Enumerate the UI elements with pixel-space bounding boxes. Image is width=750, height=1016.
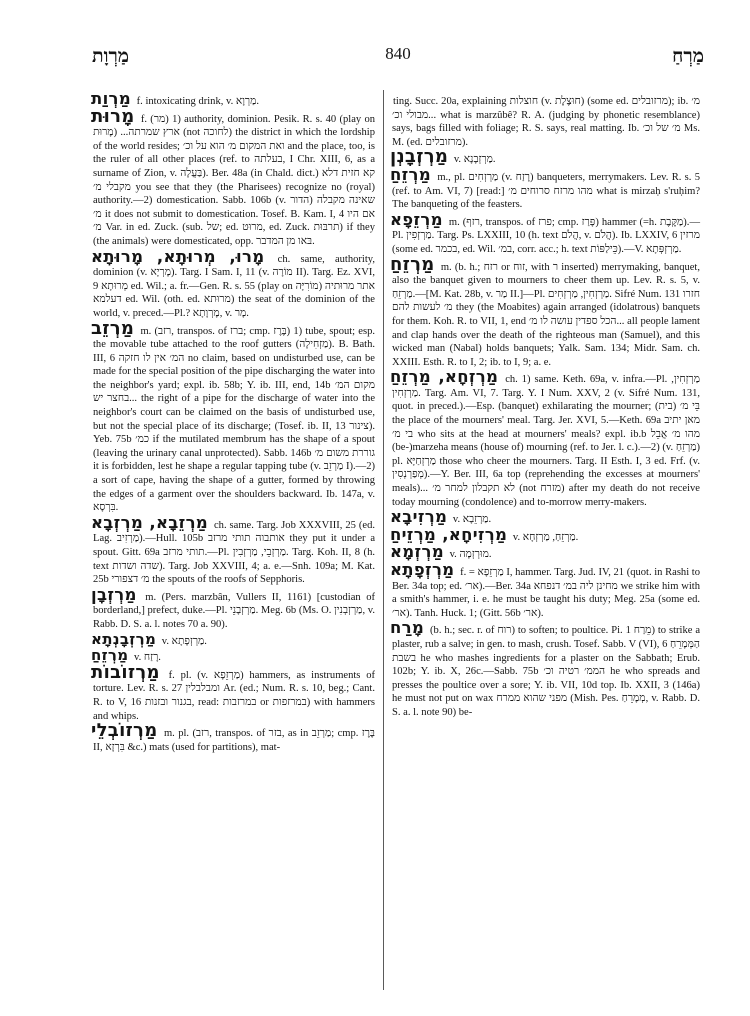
entry-text: v. מַרְזֵבָא. <box>452 514 492 526</box>
entry-text: v. מַרְזְבָנָא. <box>453 154 496 166</box>
page-header <box>92 44 704 70</box>
entry-text: f. intoxicating drink, v. מַרְוָא. <box>136 96 259 107</box>
left-column <box>91 89 376 1008</box>
entry-text: ting. Succ. 20a, explaining חוצלות (v. חוּצֶלֶת) (some ed. מרזובלים); ib. מ׳ מבולי וכ׳... what is marzûbê? R. A. (judging by phonetic resemblance) says, bags filled with foliage; R. S. says, real matting. Ib. מ׳ של וכ׳ Ms. M. (ed. מרזובלים). <box>392 96 701 148</box>
entry-text: (b. h.; sec. r. of רוח) to soften; to poultice. Pi. מֵרַח 1) to strike a plaster, rub a salve; in gen. to mash, crush. Tosef. Sabb. V (VI), 6 הַמְּמָרֵחַ בשבת he who mashes ingredients for a plaster on the Sabbath; Erub. 102b; Y. ib. X, 26c.—Sabb. 75b הממ׳ רטיה וכ׳ he who spreads and presses the poultice over a sore; Y. ib. VII, 10d top. Ib. XXII, 3 (146a) he must not put on wax מפני שהוא ממרח (Mish. Pes. מְמָרֵחַ, v. Rabb. D. S. a. l. note 90) be- <box>392 625 701 718</box>
page-number: 840 <box>385 44 411 63</box>
header-right-word: מַרְחַ <box>672 46 704 67</box>
dictionary-entry <box>91 629 375 649</box>
dictionary-entry <box>390 560 700 620</box>
entry-text: m., pl. מַרְזְחִים (v. רָזַח) banqueters, merrymakers. Lev. R. s. 5 (ref. to Am. VI, 7) [read:] מהו מרזח סרוחים מ׳ what is mirzaḥ s'ruḥim? The banqueting of the feasters. <box>392 171 701 211</box>
entry-headword: מַרְזְפָתָא <box>390 560 455 579</box>
dictionary-entry <box>390 253 700 370</box>
dictionary-entry <box>390 164 701 212</box>
entry-headword: מַרְזְחָא, מַרְזֵחַ <box>390 367 499 387</box>
dictionary-entry <box>390 146 700 168</box>
entry-text: m. (רזב, transpos. of ברז; cmp. בֶּרֶז) 1) tube, spout; esp. the movable tube attached to the roof gutters (מַזְחִילָה). B. Bath. III, 6 המ׳ אין לו חזקה no claim, based on undisturbed use, can be made for the special position of the pipe discharging the water into the neighbor's yard; expl. ib. 58b; Y. ib. III, end, 14b מקום המ׳ בחצר יש... the right of a pipe for the discharge of water into the neighbor's court can be claimed on the basis of undisturbed use, but not the special place of its discharge; (Tosef. ib. II, 13 צינור). Yeb. 75b כמ׳ if the mutilated membrum has the shape of a spout (leaving the urinary canal unprotected). Sabb. 146b גוררת משום מ׳ it is forbidden, lest he shape a regular tapping tube (v. מַרְזֵב I).—2) a sort of cape, having the shape of a gutter, formed by throwing the edges of a garment over the shoulders backward. Ib. 147a, v. בִּרְסָא. <box>93 325 376 514</box>
dictionary-entry <box>390 209 700 257</box>
entry-text: v. מַרְזֵחַ, מַרְזְחָא. <box>512 531 579 543</box>
entry-text: ch. same. Targ. Job XXXVIII, 25 (ed. Lag. מַרְזִיב).—Hull. 105b אותבוה תותי מרזב they put it under a spout. Gitt. 69a תותי מרזב.—Pl. מַרְזְבֵי, מַרְזְבִין. Targ. Koh. II, 8 (h. text שדה ושדות). Targ. Job XXVIII, 4; a. e.—Snh. 109a; M. Kat. 25b מ׳ דצפורי the spouts of the roofs of Sepphoris. <box>93 519 376 586</box>
entry-headword: מַרְזֵפָא <box>390 209 443 229</box>
dictionary-entry <box>91 89 375 109</box>
dictionary-entry <box>91 512 376 587</box>
dictionary-entry <box>91 246 376 321</box>
entry-headword: מַרְזֵחַ <box>91 646 129 665</box>
dictionary-entry <box>392 92 700 149</box>
entry-headword: מַרְזֵחַ <box>390 164 432 184</box>
column-divider <box>383 90 384 990</box>
entry-text: ch. 1) same. Keth. 69a, v. infra.—Pl. מַרְזְחִין, מַרְזְחִין. Targ. Am. VI, 7. Targ. Y. I Num. XXV, 2 (v. Sifré Num. 131, quot. in preced.).—Esp. (banquet) exhilarating the mourner; בֵּי מ׳ (בית) the place of the mourners' meal. Targ. Jer. XVI, 5.—Keth. 69a מאן יתיב בי מ׳ who sits at the head at mourners' meals? expl. ib.b מהו מ׳ אֲבֵל (be-)marzeha means (house of) mourning (ref. to Jer. l. c.).—2) (v. מַרְזֵחַ) pl. מַרְזְחַיָּא those who cheer the mourners. Targ. II Esth. I, 3 ed. Frf. (v. מְפַרְנְסִין).—Y. Ber. III, 6a top (reprehending the excesses at mourners' meals)... לא תקבלון למחר מ׳ (not מזרח) after my death do not receive today mourning (condolence) and to-morrow merry-makers. <box>392 374 700 508</box>
entry-headword: מָרַח <box>390 618 425 638</box>
entry-text: f. pl. (v. מַרְזֵפָא) hammers, as instruments of torture. Lev. R. s. 27 ומבלבלין Ar. (ed.; Num. R. s. 10, beg.; Cant. R. to V, 16 בגנור ובזנות, read: במרזבות or במרזפות) with hammers and whips. <box>93 669 376 722</box>
header-left-word: מַרְוָת <box>92 46 130 67</box>
dictionary-entry <box>91 317 376 515</box>
entry-headword: מַרְזוֹבוֹת <box>91 661 160 683</box>
entry-headword: מָרוּ, מְרוּתָא, מָרוּתָא <box>91 246 265 266</box>
entry-text: ch. same, authority, dominion (v. מָרְיָא). Targ. I Sam. I, 11 (v. מוֹרָה II). Targ. Ez. XVI, 9 מְרוּתָא ed. Wil.; a. fr.—Gen. R. s. 55 (play on מוֹרִיָּה) אתר מרוּתיה דעלמא ed. Wil. (oth. ed. מרוּתא) the seat of the dominion of the world, v. preced.—Pl.? מָרְוָתָא, v. מָר. <box>93 253 376 319</box>
entry-text: v. רָזַח. <box>134 652 161 664</box>
dictionary-entry <box>91 661 376 723</box>
entry-headword: מַרְזִיחָא, מַרְזֵיחַ <box>390 524 508 544</box>
entry-headword: מַרְזֵבָא, מַרְזְבָא <box>91 512 209 532</box>
entry-text: m. pl. (רזב, transpos. of בזר, as in מַרְזֵב; cmp. בֶּרֶז II, בִּרְזָא &c.) mats (used for partitions), mat- <box>93 728 376 753</box>
entry-text: m. (רזף, transpos. of פרז; cmp. פָּרַז) hammer (=h. מַקֶּבֶת).—Pl. מַרְזְפִין. Targ. Ps. LXXIII, 10 (h. text הֲלֹם, v. הֲלֹם). Ib. LXXIV, 6 מרזין (some ed. בכמר, ed. Wil. במ׳, corr. acc.; h. text כֵּילַפּוֹת).—V. מַרְזְפְּתָא. <box>392 216 700 255</box>
entry-headword: מַרְזִיבָא <box>390 507 448 527</box>
entry-headword: מַרְזְבָנְתָא <box>91 629 157 648</box>
right-column <box>392 92 700 1008</box>
entry-headword: מַרְזְמָא <box>390 542 444 562</box>
entry-text: m. (b. h.; רזח or זוח, with ר inserted) merrymaking, banquet, also the banquet given to mourners to cheer them up. Lev. R. s. 5, v. מַרְזֵחַ.—[M. Kat. 28b, v. מַר II.]—Pl. מַרְזְחִין, מַרְזְחִים. Sifré Num. 131 חזרו מ׳ לעשות להם they (the Moabites) again arranged (idolatrous) banquets for them. Koh. R. to VII, 1, end הכל ספדין עושה לו מ׳... all people lament and clap hands over the death of the righteous man (Samuel), and this wicked man (Nabal) holds banquets; Yalk. Sam. 134; Midr. Sam. ch. XXIII. Esth. R. to I, 2; ib. to I, 9; a. e. <box>392 261 700 368</box>
dictionary-entry <box>390 367 700 509</box>
entry-headword: מַרְזוֹבְלֵי <box>91 720 158 742</box>
dictionary-entry <box>91 720 376 754</box>
entry-headword: מַרְזֵב <box>91 317 135 339</box>
entry-text: v. מוּרְזְמָה. <box>449 549 492 561</box>
entry-headword: מַרְוַת <box>91 89 132 108</box>
dictionary-entry <box>91 584 375 632</box>
entry-text: m. (Pers. marzbân, Vullers II, 1161) [custodian of borderland,] prefect, duke.—Pl. מַרְזְבָנֵי. Meg. 6b (Ms. O. מַרְזְבְנִין, v. Rabb. D. S. a. l. notes 70 a. 90). <box>93 591 375 630</box>
entry-text: f. (מר) 1) authority, dominion. Pesik. R. s. 40 (play on מָרוּת) ...ארץ שמרתה (not לחוכה) the district in which the lordship of the world resides; ואת המקום מ׳ הוא על וכ׳ and the place, too, is the ruler of all other places (ref. to בעלתה, I Chr. XIII, 6, as a surname of Zion, v. בַּעֲלָה). Ber. 48a (in Chald. dict.) קא חזית דלא מקבלי מ׳ you see that they (the Pharisees) recognize no (royal) authority.—2) domestication. Sabb. 106b (v. הדור) שאינה מקבלה מ׳ it does not submit to domestication. Tosef. B. Kam. I, 4 אם היו מ׳ Var. in ed. Zuck. (sub. של; ed. מרוּט, ed. Zuck. תרבּוּת) if they (the animals) were domesticated, opp. בּאו מן המדבר. <box>93 113 376 247</box>
dictionary-entry <box>91 105 376 249</box>
entry-text: v. מַרְזְפָתָא. <box>161 635 207 647</box>
entry-headword: מַרְזְבָנְן <box>390 146 449 168</box>
entry-text: f. = מַרְזֵפָא I, hammer. Targ. Jud. IV, 21 (quot. in Rashi to Ber. 34a top; ed. אר׳).—Ber. 34a מחינן ליה במ׳ דנפחא we strike him with a smith's hammer, i. e. he must be taught his duty; Meg. 25a (some ed. אר׳). Tanh. Huck. 1; (Gitt. 56b אר׳). <box>392 567 700 619</box>
dictionary-entry <box>390 618 701 719</box>
entry-headword: מָרוּת <box>91 105 135 127</box>
entry-headword: מַרְזְבָן <box>91 584 137 604</box>
entry-headword: מַרְזֵחַ <box>390 253 435 275</box>
